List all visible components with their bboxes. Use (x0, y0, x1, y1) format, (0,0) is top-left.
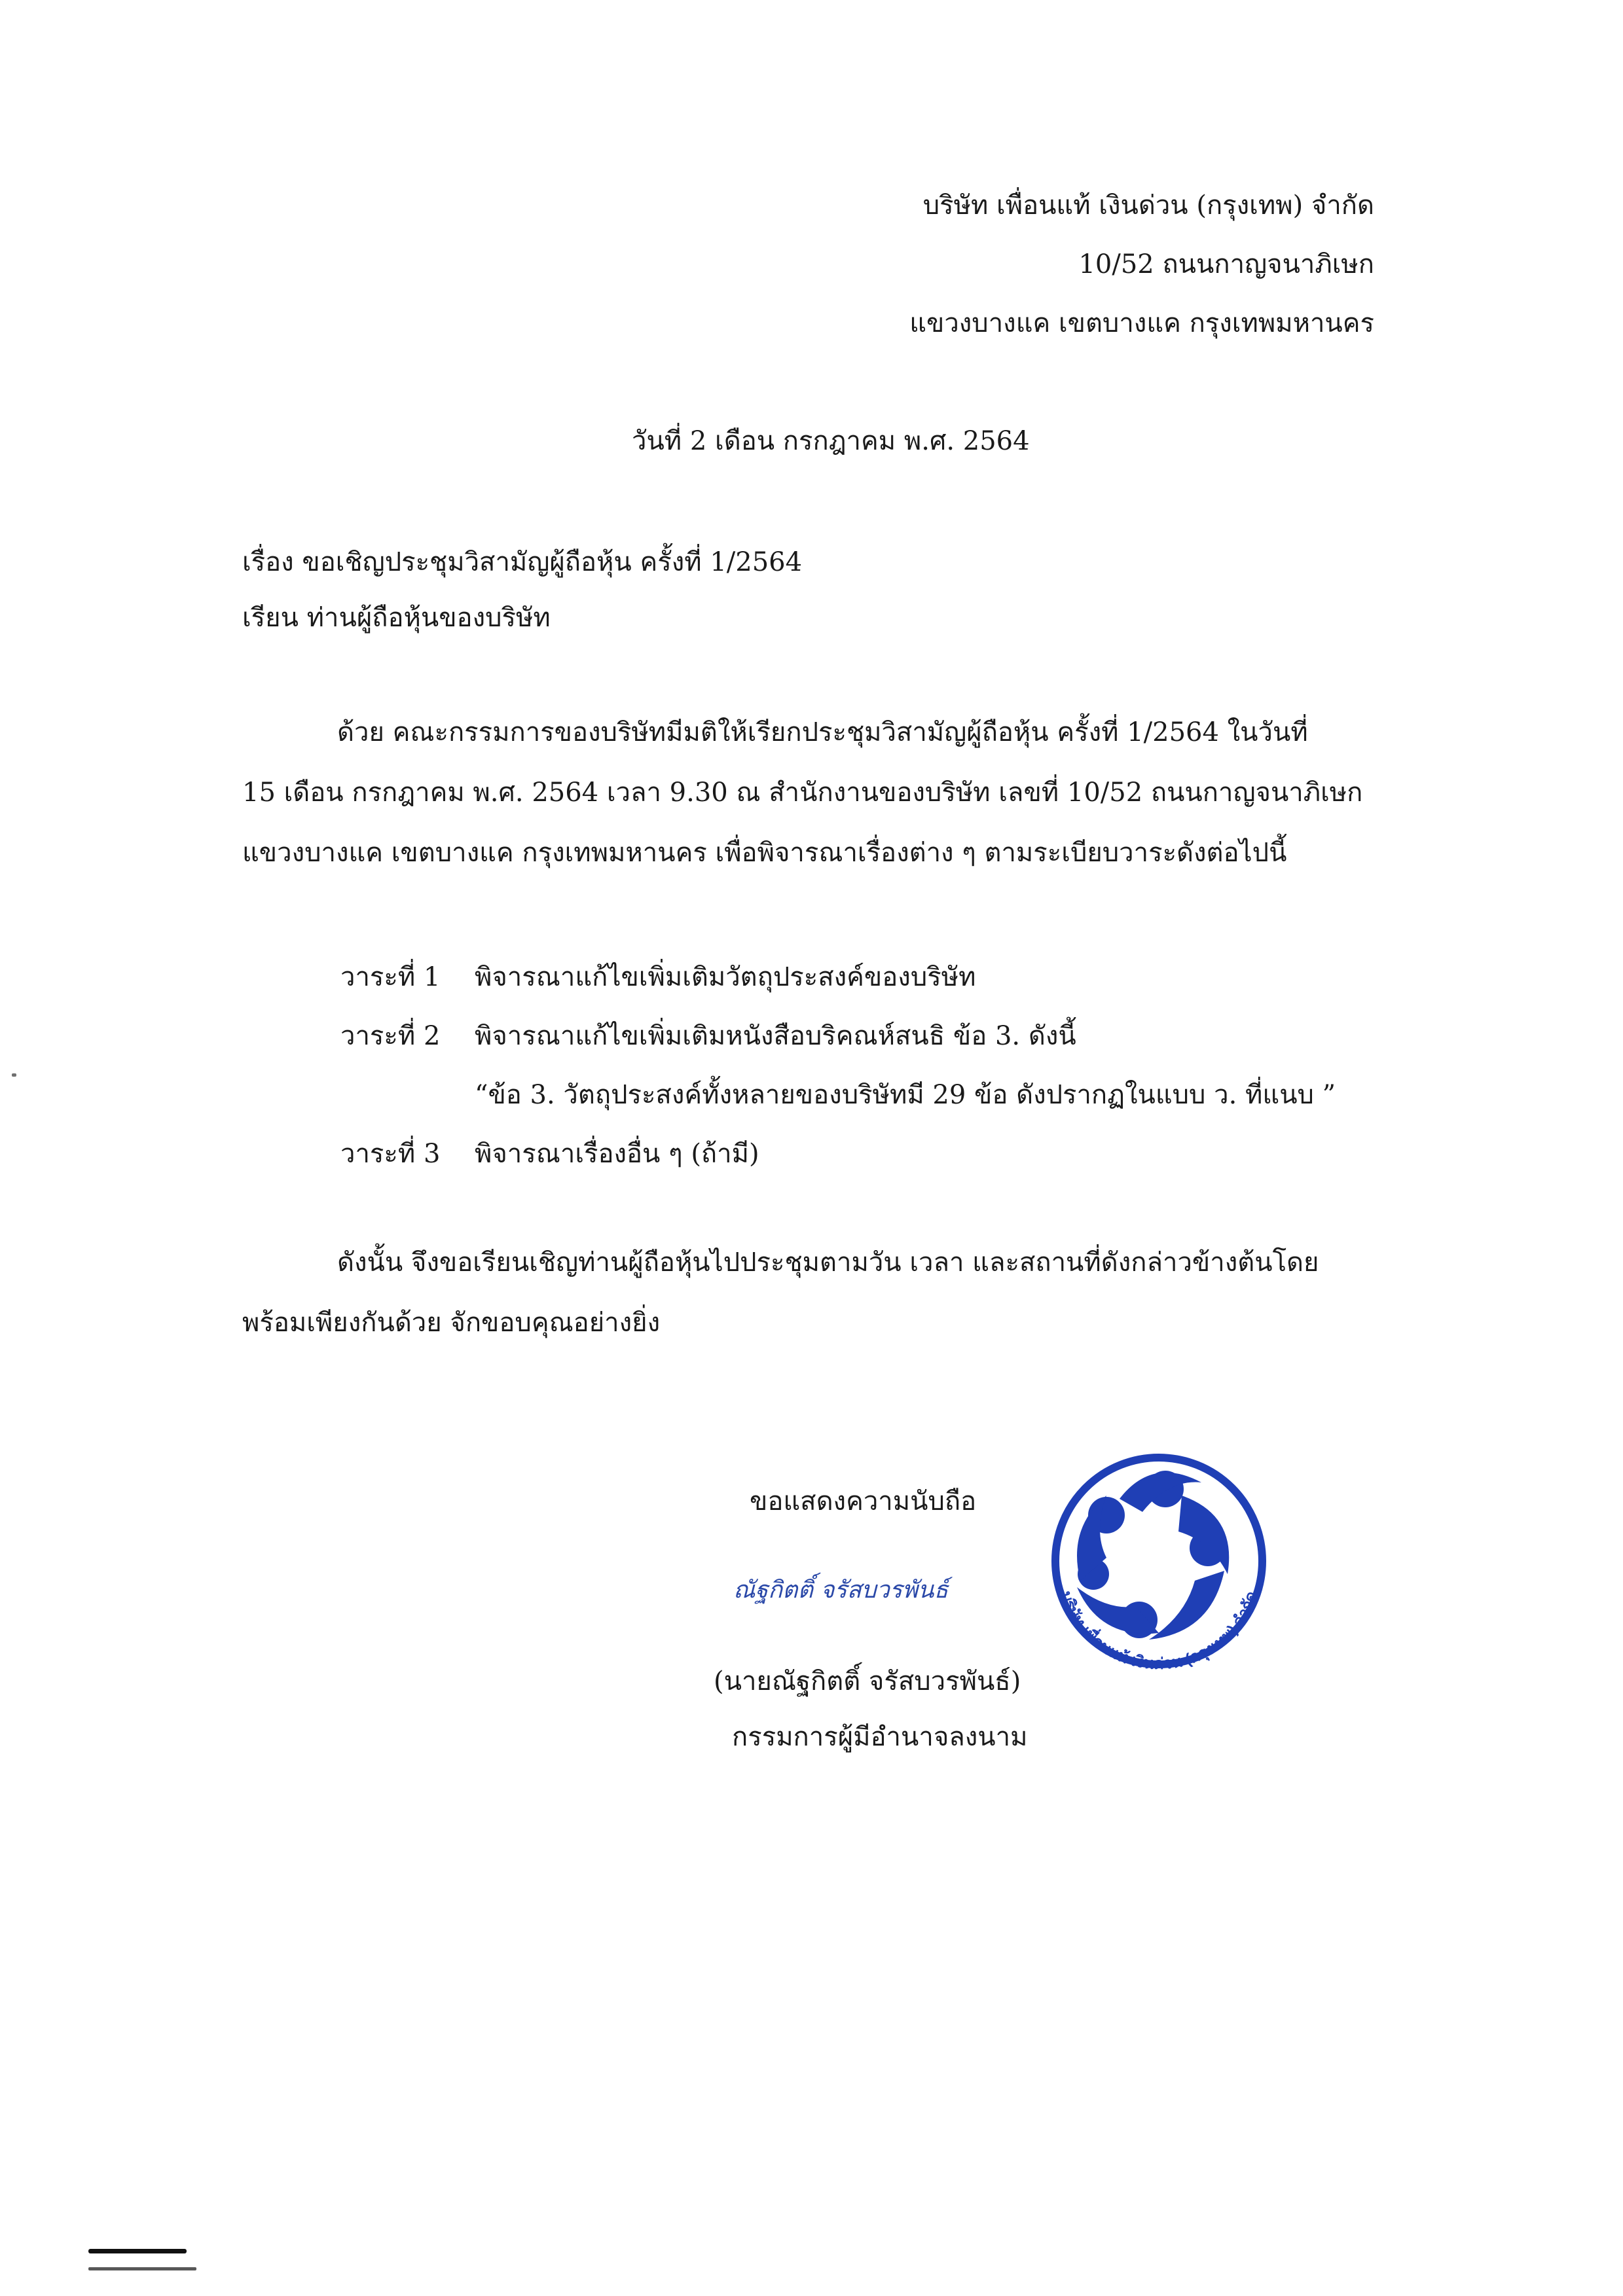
agenda-item-3 (340, 1132, 759, 1174)
letter-subject: เรื่อง ขอเชิญประชุมวิสามัญผู้ถือหุ้น ครั้งที่ 1/2564 (242, 547, 803, 577)
agenda-text: “ข้อ 3. วัตถุประสงค์ทั้งหลายของบริษัทมี 29 ข้อ ดังปรากฏในแบบ ว. ที่แนบ ” (475, 1080, 1336, 1110)
scan-artifact-line (88, 2267, 196, 2270)
agenda-label: วาระที่ 3 (340, 1139, 441, 1169)
body-line-3: แขวงบางแค เขตบางแค กรุงเทพมหานคร เพื่อพิจารณาเรื่องต่าง ๆ ตามระเบียบวาระดังต่อไปนี้ (242, 838, 1287, 868)
agenda-label: วาระที่ 2 (340, 1021, 441, 1051)
agenda-text: พิจารณาเรื่องอื่น ๆ (ถ้ามี) (475, 1139, 759, 1169)
agenda-label (340, 1073, 475, 1115)
scan-artifact-line (88, 2249, 187, 2253)
regards-text: ขอแสดงความนับถือ (750, 1486, 977, 1516)
agenda-text: พิจารณาแก้ไขเพิ่มเติมวัตถุประสงค์ของบริษัท (475, 962, 976, 992)
agenda-item-2-detail (340, 1073, 1336, 1115)
body-line-1: ด้วย คณะกรรมการของบริษัทมีมติให้เรียกประชุมวิสามัญผู้ถือหุ้น ครั้งที่ 1/2564 ในวันที่ (337, 717, 1308, 747)
letter-date: วันที่ 2 เดือน กรกฎาคม พ.ศ. 2564 (632, 426, 1030, 456)
agenda-text: พิจารณาแก้ไขเพิ่มเติมหนังสือบริคณห์สนธิ ข้อ 3. ดังนี้ (475, 1021, 1076, 1051)
letter-recipient: เรียน ท่านผู้ถือหุ้นของบริษัท (242, 603, 551, 633)
signatory-name: (นายณัฐกิตติ์ จรัสบวรพันธ์) (714, 1666, 1021, 1696)
seal-icon (1021, 1443, 1296, 1692)
closing-line-1: ดังนั้น จึงขอเรียนเชิญท่านผู้ถือหุ้นไปประชุมตามวัน เวลา และสถานที่ดังกล่าวข้างต้นโดย (337, 1247, 1319, 1278)
body-line-2: 15 เดือน กรกฎาคม พ.ศ. 2564 เวลา 9.30 ณ สำนักงานของบริษัท เลขที่ 10/52 ถนนกาญจนาภิเษก (242, 778, 1363, 808)
scan-artifact-dot (12, 1073, 16, 1077)
seal-text: บริษัท เพื่อนแท้ เงินด่วน (กรุงเทพ) จำกัด (1057, 1589, 1261, 1673)
agenda-item-1 (340, 956, 976, 997)
company-address-line1: 10/52 ถนนกาญจนาภิเษก (1078, 249, 1374, 279)
signatory-title: กรรมการผู้มีอำนาจลงนาม (732, 1722, 1028, 1752)
closing-line-2: พร้อมเพียงกันด้วย จักขอบคุณอย่างยิ่ง (242, 1308, 661, 1338)
agenda-item-2 (340, 1014, 1076, 1056)
agenda-label: วาระที่ 1 (340, 962, 441, 992)
company-seal (1021, 1443, 1296, 1692)
company-address-line2: แขวงบางแค เขตบางแค กรุงเทพมหานคร (909, 308, 1374, 338)
company-name: บริษัท เพื่อนแท้ เงินด่วน (กรุงเทพ) จำกัด (922, 190, 1374, 221)
handwritten-signature: ณัฐกิตติ์ จรัสบวรพันธ์ (733, 1577, 949, 1604)
